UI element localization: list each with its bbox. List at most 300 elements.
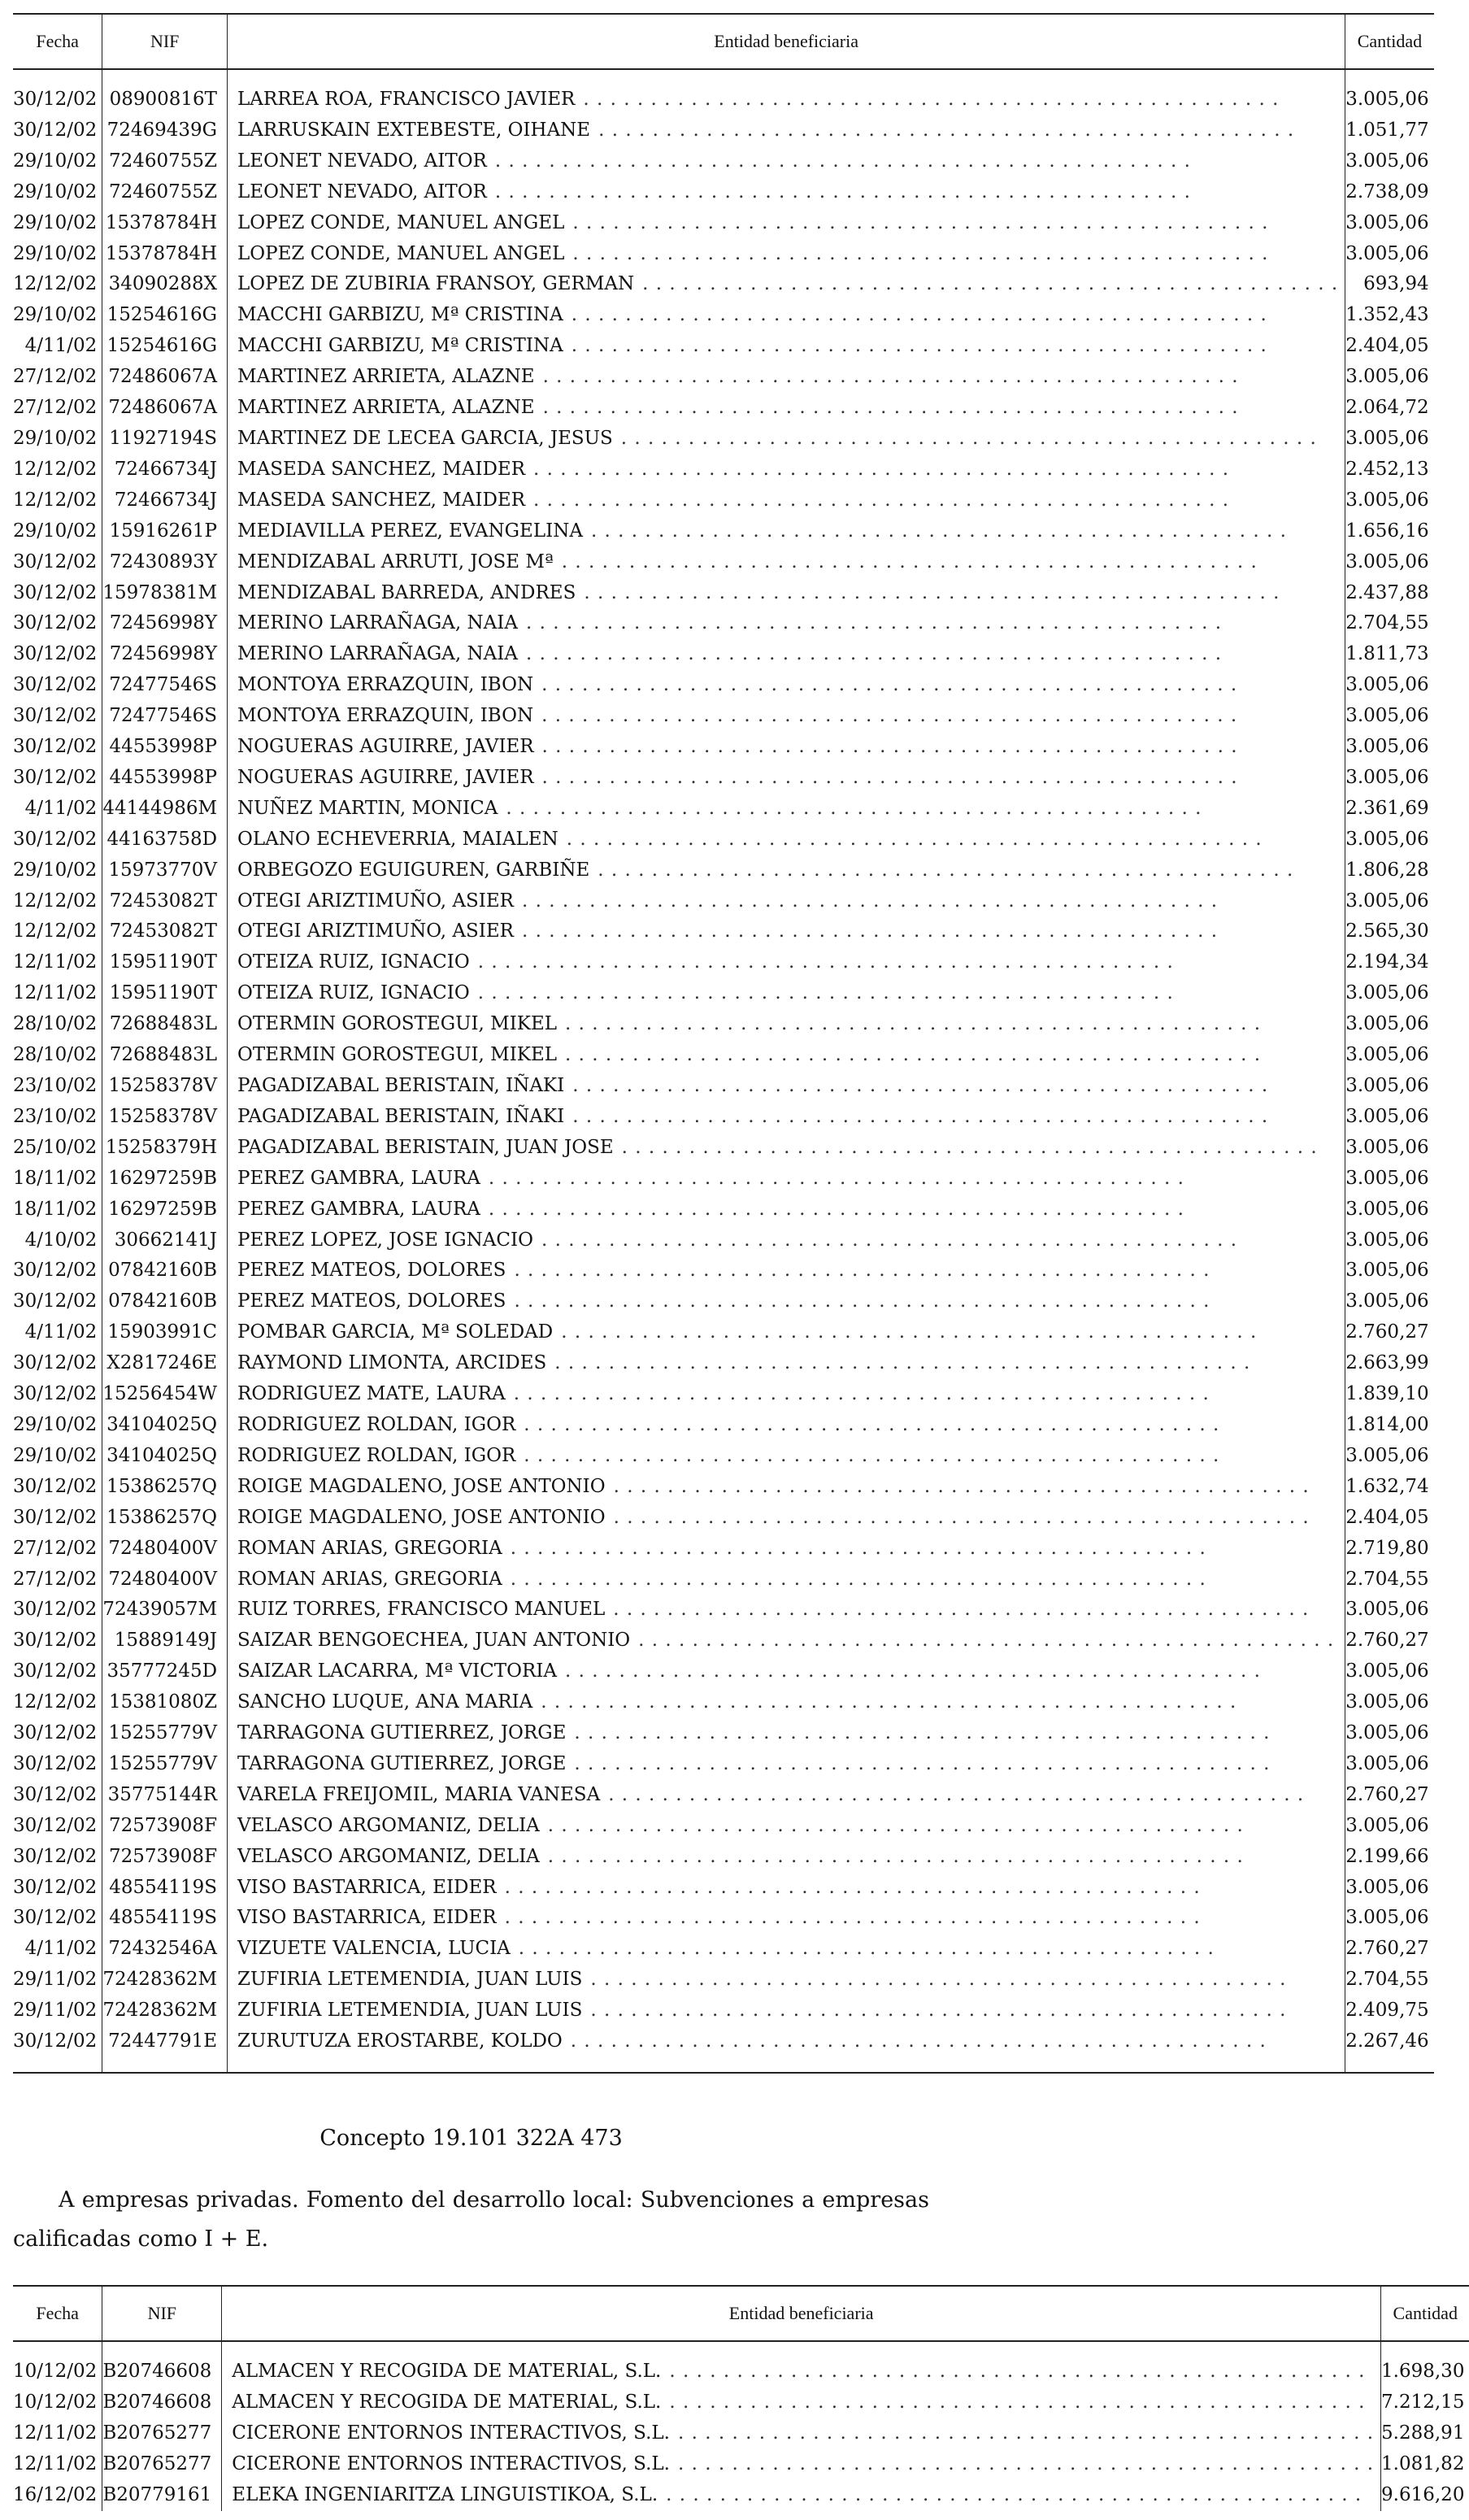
- dot-leader: . . . . . . . . . . . . . . . . . . . . . . . . . . . . . . . . . . . . . . . . . . . . . . . . . . . .: [565, 1013, 1262, 1035]
- date-cell: 27/12/02: [13, 1537, 98, 1559]
- nif-cell: 15254616G: [102, 300, 228, 331]
- nif-cell: 72688483L: [102, 1009, 228, 1040]
- entity-cell: [222, 2449, 1381, 2480]
- date-cell: 12/12/02: [13, 489, 98, 511]
- entity-cell: [228, 2026, 1345, 2057]
- dot-leader: . . . . . . . . . . . . . . . . . . . . . . . . . . . . . . . . . . . . . . . . . . . . . . . . . . . .: [514, 1260, 1210, 1282]
- nif-cell: 15386257Q: [102, 1503, 228, 1534]
- entity-cell: [228, 1656, 1345, 1687]
- concept-description: A empresas privadas. Fomento del desarrollo local: Subvenciones a empresas calificadas como I + E.: [13, 2187, 929, 2252]
- entity-name: LARREA ROA, FRANCISCO JAVIER: [237, 89, 576, 110]
- table-row: [13, 177, 1434, 208]
- spacer-cell: [102, 2057, 228, 2073]
- date-cell: 12/12/02: [13, 890, 98, 912]
- date-cell: 29/10/02: [13, 859, 98, 881]
- date-cell: 29/10/02: [13, 181, 98, 202]
- dot-leader: . . . . . . . . . . . . . . . . . . . . . . . . . . . . . . . . . . . . . . . . . . . . . . . . . . . .: [669, 2391, 1366, 2413]
- dot-leader: . . . . . . . . . . . . . . . . . . . . . . . . . . . . . . . . . . . . . . . . . . . . . . . . . . . .: [590, 520, 1287, 542]
- table-row: [13, 2449, 1469, 2480]
- dot-leader: . . . . . . . . . . . . . . . . . . . . . . . . . . . . . . . . . . . . . . . . . . . . . . . . . . . .: [524, 1444, 1220, 1466]
- dot-leader: . . . . . . . . . . . . . . . . . . . . . . . . . . . . . . . . . . . . . . . . . . . . . . . . . . . .: [613, 1599, 1310, 1621]
- entity-cell: [228, 639, 1345, 670]
- dot-leader: . . . . . . . . . . . . . . . . . . . . . . . . . . . . . . . . . . . . . . . . . . . . . . . . . . . .: [494, 150, 1191, 172]
- entity-name: CICERONE ENTORNOS INTERACTIVOS, S.L.: [232, 2422, 670, 2444]
- table-row: [13, 2418, 1469, 2449]
- dot-leader: . . . . . . . . . . . . . . . . . . . . . . . . . . . . . . . . . . . . . . . . . . . . . . . . . . . .: [541, 1229, 1238, 1251]
- entity-name: LOPEZ CONDE, MANUEL ANGEL: [237, 211, 565, 233]
- dot-leader: . . . . . . . . . . . . . . . . . . . . . . . . . . . . . . . . . . . . . . . . . . . . . . . . . . . .: [638, 1630, 1335, 1652]
- dot-leader: . . . . . . . . . . . . . . . . . . . . . . . . . . . . . . . . . . . . . . . . . . . . . . . . . . . .: [571, 335, 1267, 357]
- date-cell: 12/12/02: [13, 458, 98, 480]
- entity-name: PAGADIZABAL BERISTAIN, JUAN JOSE: [237, 1136, 614, 1158]
- entity-cell: [228, 1996, 1345, 2026]
- nif-cell: 72477546S: [102, 670, 228, 701]
- nif-cell: 72477546S: [102, 701, 228, 732]
- table-row: [13, 1040, 1434, 1071]
- dot-leader: . . . . . . . . . . . . . . . . . . . . . . . . . . . . . . . . . . . . . . . . . . . . . . . . . . . .: [590, 1969, 1287, 1991]
- nif-cell: 15378784H: [102, 239, 228, 270]
- entity-name: PEREZ LOPEZ, JOSE IGNACIO: [237, 1229, 533, 1251]
- table-row: [13, 886, 1434, 917]
- dot-leader: . . . . . . . . . . . . . . . . . . . . . . . . . . . . . . . . . . . . . . . . . . . . . . . . . . . .: [488, 1167, 1184, 1189]
- table-row: [13, 1996, 1434, 2026]
- nif-cell: 15916261P: [102, 516, 228, 547]
- table-row: [13, 2357, 1469, 2387]
- amount-cell: 3.005,06: [1345, 1441, 1434, 1472]
- dot-leader: . . . . . . . . . . . . . . . . . . . . . . . . . . . . . . . . . . . . . . . . . . . . . . . . . . . .: [504, 1876, 1201, 1898]
- nif-cell: 07842160B: [102, 1256, 228, 1286]
- entity-cell: [228, 1317, 1345, 1348]
- date-cell: 29/10/02: [13, 304, 98, 326]
- table-row: [13, 1441, 1434, 1472]
- date-cell: 30/12/02: [13, 1260, 98, 1282]
- dot-leader: . . . . . . . . . . . . . . . . . . . . . . . . . . . . . . . . . . . . . . . . . . . . . . . . . . . .: [488, 1198, 1184, 1220]
- dot-leader: . . . . . . . . . . . . . . . . . . . . . . . . . . . . . . . . . . . . . . . . . . . . . . . . . . . .: [598, 119, 1295, 141]
- nif-cell: 72469439G: [102, 115, 228, 146]
- amount-cell: 2.760,27: [1345, 1626, 1434, 1656]
- date-cell: 18/11/02: [13, 1198, 98, 1220]
- date-cell: 29/10/02: [13, 211, 98, 233]
- amount-cell: 3.005,06: [1345, 701, 1434, 732]
- date-cell: 4/11/02: [24, 1938, 98, 1960]
- nif-cell: 72573908F: [102, 1811, 228, 1842]
- date-cell: 30/12/02: [13, 581, 98, 603]
- table-row: [13, 947, 1434, 978]
- dot-leader: . . . . . . . . . . . . . . . . . . . . . . . . . . . . . . . . . . . . . . . . . . . . . . . . . . . .: [524, 1413, 1220, 1435]
- entity-name: ELEKA INGENIARITZA LINGUISTIKOA, S.L.: [232, 2483, 658, 2505]
- table-row: [13, 1256, 1434, 1286]
- spacer-cell: [13, 69, 102, 85]
- entity-cell: [228, 393, 1345, 424]
- nif-cell: B20765277: [102, 2418, 222, 2449]
- amount-cell: 1.811,73: [1345, 639, 1434, 670]
- date-cell: 25/10/02: [13, 1136, 98, 1158]
- nif-cell: 15258379H: [102, 1133, 228, 1164]
- date-cell: 23/10/02: [13, 1075, 98, 1096]
- entity-cell: [228, 1687, 1345, 1718]
- amount-cell: 3.005,06: [1345, 1009, 1434, 1040]
- entity-name: OTEIZA RUIZ, IGNACIO: [237, 951, 470, 973]
- entity-cell: [228, 85, 1345, 115]
- amount-cell: 3.005,06: [1345, 1687, 1434, 1718]
- entity-cell: [228, 1102, 1345, 1133]
- entity-cell: [228, 1195, 1345, 1225]
- entity-cell: [228, 1965, 1345, 1996]
- entity-cell: [228, 608, 1345, 639]
- table-row: [13, 578, 1434, 609]
- table-row: [13, 1626, 1434, 1656]
- date-cell: 18/11/02: [13, 1167, 98, 1189]
- nif-cell: 30662141J: [102, 1225, 228, 1256]
- nif-cell: 15256454W: [102, 1379, 228, 1410]
- entity-name: ORBEGOZO EGUIGUREN, GARBIÑE: [237, 859, 590, 881]
- dot-leader: . . . . . . . . . . . . . . . . . . . . . . . . . . . . . . . . . . . . . . . . . . . . . . . . . . . .: [521, 921, 1219, 942]
- header-amount: Cantidad: [1345, 14, 1434, 69]
- amount-cell: 2.760,27: [1345, 1780, 1434, 1811]
- header-entity: Entidad beneficiaria: [228, 14, 1345, 69]
- date-cell: 30/12/02: [13, 1290, 98, 1312]
- amount-cell: 3.005,06: [1345, 1256, 1434, 1286]
- entity-cell: [228, 1749, 1345, 1780]
- entity-name: OTEGI ARIZTIMUÑO, ASIER: [237, 921, 514, 942]
- nif-cell: 72428362M: [102, 1996, 228, 2026]
- nif-cell: 11927194S: [102, 424, 228, 455]
- amount-cell: 3.005,06: [1345, 1656, 1434, 1687]
- entity-name: ALMACEN Y RECOGIDA DE MATERIAL, S.L.: [232, 2391, 662, 2413]
- dot-leader: . . . . . . . . . . . . . . . . . . . . . . . . . . . . . . . . . . . . . . . . . . . . . . . . . . . .: [565, 1044, 1262, 1066]
- amount-cell: 3.005,06: [1345, 1595, 1434, 1626]
- entity-name: ALMACEN Y RECOGIDA DE MATERIAL, S.L.: [232, 2361, 662, 2382]
- amount-cell: 2.404,05: [1345, 331, 1434, 362]
- entity-name: VARELA FREIJOMIL, MARIA VANESA: [237, 1783, 601, 1805]
- entity-cell: [228, 239, 1345, 270]
- table-row: [13, 1565, 1434, 1595]
- table-row: [13, 2480, 1469, 2511]
- dot-leader: . . . . . . . . . . . . . . . . . . . . . . . . . . . . . . . . . . . . . . . . . . . . . . . . . . . .: [608, 1783, 1305, 1805]
- dot-leader: . . . . . . . . . . . . . . . . . . . . . . . . . . . . . . . . . . . . . . . . . . . . . . . . . . . .: [620, 427, 1317, 449]
- entity-cell: [228, 978, 1345, 1009]
- entity-name: POMBAR GARCIA, Mª SOLEDAD: [237, 1321, 554, 1343]
- entity-name: VELASCO ARGOMANIZ, DELIA: [237, 1845, 540, 1867]
- entity-name: TARRAGONA GUTIERREZ, JORGE: [237, 1722, 567, 1744]
- entity-name: MASEDA SANCHEZ, MAIDER: [237, 458, 526, 480]
- entity-name: PEREZ GAMBRA, LAURA: [237, 1167, 480, 1189]
- table-row: [13, 978, 1434, 1009]
- table-row: [13, 825, 1434, 855]
- amount-cell: 3.005,06: [1345, 146, 1434, 177]
- date-cell: 30/12/02: [13, 674, 98, 696]
- entity-cell: [228, 146, 1345, 177]
- table-row: [13, 794, 1434, 825]
- table-row: [13, 670, 1434, 701]
- entity-cell: [228, 424, 1345, 455]
- table-row: [13, 485, 1434, 516]
- amount-cell: 1.051,77: [1345, 115, 1434, 146]
- spacer-cell: [13, 2057, 102, 2073]
- dot-leader: . . . . . . . . . . . . . . . . . . . . . . . . . . . . . . . . . . . . . . . . . . . . . . . . . . . .: [506, 797, 1202, 819]
- amount-cell: 3.005,06: [1345, 547, 1434, 578]
- entity-cell: [228, 1903, 1345, 1934]
- nif-cell: 72453082T: [102, 886, 228, 917]
- amount-cell: 1.632,74: [1345, 1472, 1434, 1503]
- nif-cell: 15951190T: [102, 978, 228, 1009]
- entity-cell: [228, 115, 1345, 146]
- table-row: [13, 1379, 1434, 1410]
- amount-cell: 2.064,72: [1345, 393, 1434, 424]
- nif-cell: 72466734J: [102, 485, 228, 516]
- nif-cell: 08900816T: [102, 85, 228, 115]
- dot-leader: . . . . . . . . . . . . . . . . . . . . . . . . . . . . . . . . . . . . . . . . . . . . . . . . . . . .: [677, 2422, 1375, 2444]
- entity-cell: [228, 947, 1345, 978]
- dot-leader: . . . . . . . . . . . . . . . . . . . . . . . . . . . . . . . . . . . . . . . . . . . . . . . . . . . .: [572, 1105, 1269, 1127]
- dot-leader: . . . . . . . . . . . . . . . . . . . . . . . . . . . . . . . . . . . . . . . . . . . . . . . . . . . .: [574, 1752, 1271, 1774]
- nif-cell: 72447791E: [102, 2026, 228, 2057]
- amount-cell: 2.719,80: [1345, 1534, 1434, 1565]
- amount-cell: 3.005,06: [1345, 1718, 1434, 1749]
- spacer-row: [13, 2057, 1434, 2073]
- amount-cell: 3.005,06: [1345, 208, 1434, 239]
- entity-name: MARTINEZ ARRIETA, ALAZNE: [237, 366, 535, 388]
- amount-cell: 2.404,05: [1345, 1503, 1434, 1534]
- date-cell: 30/12/02: [13, 89, 98, 110]
- amount-cell: 3.005,06: [1345, 1749, 1434, 1780]
- nif-cell: X2817246E: [102, 1348, 228, 1379]
- amount-cell: 1.698,30: [1381, 2357, 1469, 2387]
- entity-name: RODRIGUEZ MATE, LAURA: [237, 1383, 506, 1405]
- table-row: [13, 1225, 1434, 1256]
- nif-cell: 72456998Y: [102, 608, 228, 639]
- table-row: [13, 1595, 1434, 1626]
- date-cell: 30/12/02: [13, 551, 98, 572]
- amount-cell: 3.005,06: [1345, 1903, 1434, 1934]
- entity-cell: [228, 794, 1345, 825]
- dot-leader: . . . . . . . . . . . . . . . . . . . . . . . . . . . . . . . . . . . . . . . . . . . . . . . . . . . .: [564, 1660, 1261, 1682]
- table-row: [13, 239, 1434, 270]
- date-cell: 30/12/02: [13, 1599, 98, 1621]
- spacer-cell: [102, 69, 228, 85]
- date-cell: 29/10/02: [13, 520, 98, 542]
- entity-cell: [228, 331, 1345, 362]
- nif-cell: 15951190T: [102, 947, 228, 978]
- date-cell: 30/12/02: [13, 736, 98, 758]
- date-cell: 12/11/02: [13, 2453, 98, 2474]
- amount-cell: 3.005,06: [1345, 763, 1434, 794]
- date-cell: 30/12/02: [13, 1783, 98, 1805]
- entity-name: MENDIZABAL ARRUTI, JOSE Mª: [237, 551, 554, 572]
- table-row: [13, 1503, 1434, 1534]
- entity-name: RODRIGUEZ ROLDAN, IGOR: [237, 1444, 516, 1466]
- spacer-cell: [228, 2057, 1345, 2073]
- nif-cell: 44553998P: [102, 763, 228, 794]
- table-row: [13, 1780, 1434, 1811]
- spacer-cell: [228, 69, 1345, 85]
- table-row: [13, 1687, 1434, 1718]
- nif-cell: 72460755Z: [102, 177, 228, 208]
- dot-leader: . . . . . . . . . . . . . . . . . . . . . . . . . . . . . . . . . . . . . . . . . . . . . . . . . . . .: [590, 2000, 1287, 2022]
- entity-name: SAIZAR LACARRA, Mª VICTORIA: [237, 1660, 557, 1682]
- entity-cell: [228, 1780, 1345, 1811]
- entity-name: MERINO LARRAÑAGA, NAIA: [237, 612, 518, 634]
- date-cell: 29/10/02: [13, 1413, 98, 1435]
- nif-cell: 44163758D: [102, 825, 228, 855]
- amount-cell: 3.005,06: [1345, 485, 1434, 516]
- entity-cell: [228, 516, 1345, 547]
- entity-name: VISO BASTARRICA, EIDER: [237, 1907, 497, 1929]
- dot-leader: . . . . . . . . . . . . . . . . . . . . . . . . . . . . . . . . . . . . . . . . . . . . . . . . . . . .: [477, 951, 1174, 973]
- nif-cell: B20746608: [102, 2357, 222, 2387]
- entity-name: PAGADIZABAL BERISTAIN, IÑAKI: [237, 1105, 565, 1127]
- amount-cell: 1.839,10: [1345, 1379, 1434, 1410]
- entity-name: ROIGE MAGDALENO, JOSE ANTONIO: [237, 1506, 606, 1528]
- entity-name: OLANO ECHEVERRIA, MAIALEN: [237, 828, 558, 850]
- entity-name: ROMAN ARIAS, GREGORIA: [237, 1568, 502, 1590]
- entity-name: MASEDA SANCHEZ, MAIDER: [237, 489, 526, 511]
- beneficiaries-table-companies: [13, 2285, 1469, 2511]
- dot-leader: . . . . . . . . . . . . . . . . . . . . . . . . . . . . . . . . . . . . . . . . . . . . . . . . . . . .: [570, 2030, 1267, 2052]
- nif-cell: 07842160B: [102, 1286, 228, 1317]
- amount-cell: 2.663,99: [1345, 1348, 1434, 1379]
- entity-cell: [228, 1626, 1345, 1656]
- entity-cell: [228, 208, 1345, 239]
- table-row: [13, 1071, 1434, 1102]
- amount-cell: 3.005,06: [1345, 1133, 1434, 1164]
- nif-cell: 15889149J: [102, 1626, 228, 1656]
- entity-name: ROMAN ARIAS, GREGORIA: [237, 1537, 502, 1559]
- nif-cell: 72430893Y: [102, 547, 228, 578]
- nif-cell: 34090288X: [102, 269, 228, 300]
- date-cell: 28/10/02: [13, 1013, 98, 1035]
- date-cell: 4/11/02: [24, 335, 98, 357]
- entity-name: MARTINEZ ARRIETA, ALAZNE: [237, 397, 535, 419]
- dot-leader: . . . . . . . . . . . . . . . . . . . . . . . . . . . . . . . . . . . . . . . . . . . . . . . . . . . .: [561, 1321, 1258, 1343]
- nif-cell: 72480400V: [102, 1565, 228, 1595]
- amount-cell: 3.005,06: [1345, 239, 1434, 270]
- amount-cell: 3.005,06: [1345, 424, 1434, 455]
- dot-leader: . . . . . . . . . . . . . . . . . . . . . . . . . . . . . . . . . . . . . . . . . . . . . . . . . . . .: [510, 1537, 1206, 1559]
- entity-name: MARTINEZ DE LECEA GARCIA, JESUS: [237, 427, 613, 449]
- table-row: [13, 608, 1434, 639]
- entity-name: OTERMIN GOROSTEGUI, MIKEL: [237, 1013, 558, 1035]
- entity-name: MENDIZABAL BARREDA, ANDRES: [237, 581, 576, 603]
- nif-cell: 15254616G: [102, 331, 228, 362]
- amount-cell: 2.565,30: [1345, 916, 1434, 947]
- header-date: Fecha: [13, 2286, 102, 2341]
- dot-leader: . . . . . . . . . . . . . . . . . . . . . . . . . . . . . . . . . . . . . . . . . . . . . . . . . . . .: [566, 828, 1263, 850]
- date-cell: 28/10/02: [13, 1044, 98, 1066]
- amount-cell: 3.005,06: [1345, 825, 1434, 855]
- entity-cell: [228, 1595, 1345, 1626]
- entity-name: LOPEZ CONDE, MANUEL ANGEL: [237, 242, 565, 264]
- dot-leader: . . . . . . . . . . . . . . . . . . . . . . . . . . . . . . . . . . . . . . . . . . . . . . . . . . . .: [542, 397, 1239, 419]
- entity-cell: [228, 485, 1345, 516]
- dot-leader: . . . . . . . . . . . . . . . . . . . . . . . . . . . . . . . . . . . . . . . . . . . . . . . . . . . .: [554, 1352, 1251, 1374]
- dot-leader: . . . . . . . . . . . . . . . . . . . . . . . . . . . . . . . . . . . . . . . . . . . . . . . . . . . .: [574, 1722, 1271, 1744]
- amount-cell: 1.806,28: [1345, 855, 1434, 886]
- table-row: [13, 1965, 1434, 1996]
- nif-cell: 72466734J: [102, 455, 228, 485]
- table-row: [13, 855, 1434, 886]
- amount-cell: 3.005,06: [1345, 1286, 1434, 1317]
- date-cell: 23/10/02: [13, 1105, 98, 1127]
- entity-cell: [228, 732, 1345, 763]
- table-row: [13, 1133, 1434, 1164]
- nif-cell: 15258378V: [102, 1102, 228, 1133]
- amount-cell: 1.081,82: [1381, 2449, 1469, 2480]
- date-cell: 30/12/02: [13, 1630, 98, 1652]
- date-cell: 30/12/02: [13, 1506, 98, 1528]
- entity-cell: [228, 1009, 1345, 1040]
- entity-name: VELASCO ARGOMANIZ, DELIA: [237, 1814, 540, 1836]
- header-amount: Cantidad: [1381, 2286, 1469, 2341]
- nif-cell: 72573908F: [102, 1842, 228, 1873]
- nif-cell: 44144986M: [102, 794, 228, 825]
- entity-name: CICERONE ENTORNOS INTERACTIVOS, S.L.: [232, 2453, 670, 2474]
- date-cell: 30/12/02: [13, 1752, 98, 1774]
- amount-cell: 2.409,75: [1345, 1996, 1434, 2026]
- amount-cell: 2.452,13: [1345, 455, 1434, 485]
- nif-cell: 48554119S: [102, 1903, 228, 1934]
- entity-cell: [228, 1873, 1345, 1904]
- nif-cell: 72439057M: [102, 1595, 228, 1626]
- amount-cell: 3.005,06: [1345, 362, 1434, 393]
- amount-cell: 2.267,46: [1345, 2026, 1434, 2057]
- entity-cell: [222, 2387, 1381, 2418]
- dot-leader: . . . . . . . . . . . . . . . . . . . . . . . . . . . . . . . . . . . . . . . . . . . . . . . . . . . .: [571, 304, 1267, 326]
- entity-name: MERINO LARRAÑAGA, NAIA: [237, 643, 518, 665]
- amount-cell: 9.616,20: [1381, 2480, 1469, 2511]
- table-row: [13, 547, 1434, 578]
- nif-cell: 72460755Z: [102, 146, 228, 177]
- dot-leader: . . . . . . . . . . . . . . . . . . . . . . . . . . . . . . . . . . . . . . . . . . . . . . . . . . . .: [584, 581, 1280, 603]
- entity-cell: [228, 1225, 1345, 1256]
- table-row: [13, 1102, 1434, 1133]
- nif-cell: B20779161: [102, 2480, 222, 2511]
- dot-leader: . . . . . . . . . . . . . . . . . . . . . . . . . . . . . . . . . . . . . . . . . . . . . . . . . . . .: [561, 551, 1258, 572]
- nif-cell: 15386257Q: [102, 1472, 228, 1503]
- table-row: [13, 1811, 1434, 1842]
- date-cell: 30/12/02: [13, 1845, 98, 1867]
- dot-leader: . . . . . . . . . . . . . . . . . . . . . . . . . . . . . . . . . . . . . . . . . . . . . . . . . . . .: [533, 489, 1230, 511]
- amount-cell: 3.005,06: [1345, 85, 1434, 115]
- spacer-row: [13, 2341, 1469, 2357]
- table-row: [13, 1164, 1434, 1195]
- table-row: [13, 639, 1434, 670]
- amount-cell: 2.704,55: [1345, 608, 1434, 639]
- table-row: [13, 2026, 1434, 2057]
- entity-name: TARRAGONA GUTIERREZ, JORGE: [237, 1752, 567, 1774]
- entity-cell: [228, 1286, 1345, 1317]
- amount-cell: 2.760,27: [1345, 1317, 1434, 1348]
- entity-name: ZUFIRIA LETEMENDIA, JUAN LUIS: [237, 2000, 583, 2022]
- date-cell: 30/12/02: [13, 1383, 98, 1405]
- amount-cell: 3.005,06: [1345, 1164, 1434, 1195]
- nif-cell: 44553998P: [102, 732, 228, 763]
- nif-cell: 15378784H: [102, 208, 228, 239]
- entity-name: PEREZ MATEOS, DOLORES: [237, 1260, 506, 1282]
- spacer-cell: [102, 2341, 222, 2357]
- entity-cell: [222, 2480, 1381, 2511]
- entity-cell: [228, 362, 1345, 393]
- nif-cell: 16297259B: [102, 1195, 228, 1225]
- dot-leader: . . . . . . . . . . . . . . . . . . . . . . . . . . . . . . . . . . . . . . . . . . . . . . . . . . . .: [572, 242, 1269, 264]
- dot-leader: . . . . . . . . . . . . . . . . . . . . . . . . . . . . . . . . . . . . . . . . . . . . . . . . . . . .: [541, 674, 1238, 696]
- amount-cell: 2.704,55: [1345, 1965, 1434, 1996]
- table-body: [13, 69, 1434, 2073]
- date-cell: 30/12/02: [13, 119, 98, 141]
- spacer-cell: [1381, 2341, 1469, 2357]
- dot-leader: . . . . . . . . . . . . . . . . . . . . . . . . . . . . . . . . . . . . . . . . . . . . . . . . . . . .: [541, 1691, 1237, 1713]
- date-cell: 12/12/02: [13, 1691, 98, 1713]
